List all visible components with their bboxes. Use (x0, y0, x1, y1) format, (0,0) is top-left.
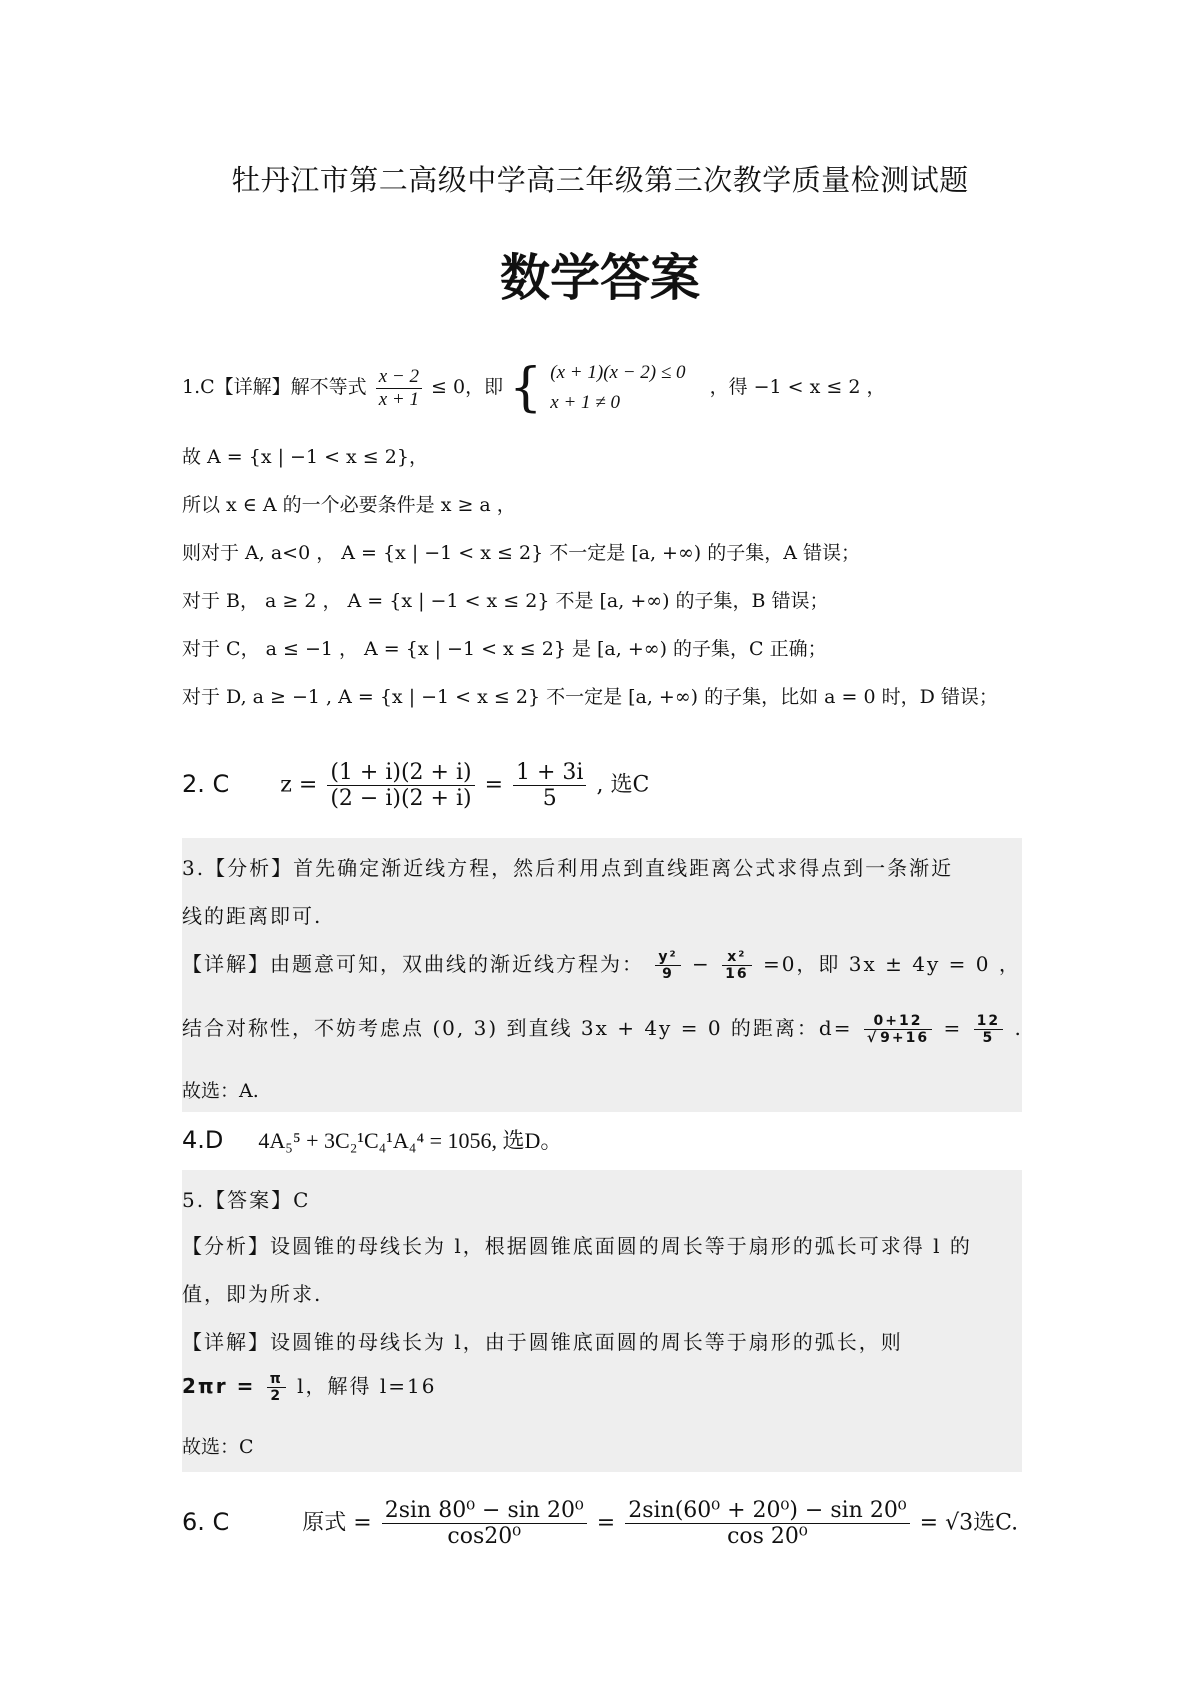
q6-fraction-2: $\frac{\text{2sin(60⁰ + 20⁰) − sin 20⁰}}{\text{cos 20⁰}}$ (625, 1498, 909, 1549)
q1-line6: 对于 C， a ≤ −1 ， A = {x | −1 < x ≤ 2} 是 [a, +∞) 的子集，C 正确； (182, 638, 827, 660)
q5-fraction: $\frac{\pi}{2}$ (267, 1371, 286, 1404)
q1-line5: 对于 B， a ≥ 2 ， A = {x | −1 < x ≤ 2} 不是 [a, +∞) 的子集，B 错误； (182, 590, 829, 612)
q2-fraction-1: $\frac{(1 + i)(2 + i)}{(2 - i)(2 + i)}$ (327, 760, 474, 811)
q2-equals: = (484, 772, 504, 798)
q4-label: 4.D (182, 1126, 224, 1154)
q5-block (182, 1170, 1022, 1472)
q5-line2: 【分析】设圆锥的母线长为 l，根据圆锥底面圆的周长等于扇形的弧长可求得 l 的 (182, 1234, 972, 1258)
q2-label: 2. C (182, 769, 230, 798)
q1-line3: 所以 x ∈ A 的一个必要条件是 x ≥ a ， (182, 494, 516, 516)
q1-result: ，得 −1 < x ≤ 2 ， (709, 376, 886, 398)
q3-line1: 3.【分析】首先确定渐近线方程，然后利用点到直线距离公式求得点到一条渐近 (182, 856, 954, 880)
q6-line: 6. C 原式 = $\frac{\text{2sin 80⁰ − sin 20⁰}}{\text{cos20⁰}}$ = $\frac{\text{2sin(60⁰ + 20⁰) − sin 20⁰}}{\text{cos 20⁰}}$ = √3选C. (182, 1498, 1019, 1549)
q5-line6: 故选：C (182, 1436, 254, 1458)
q2-lhs: z = (280, 772, 318, 798)
q1-line2: 故 A = {x | −1 < x ≤ 2}， (182, 446, 428, 468)
q3-distance-fraction: $\frac{0+12}{√ 9+16}$ (864, 1013, 932, 1046)
q6-tail: = √3选C. (919, 1510, 1019, 1536)
q2-tail: , 选C (596, 772, 650, 798)
q3-result-fraction: $\frac{12}{5}$ (974, 1013, 1003, 1046)
q3-fraction-x: $\frac{\text{x²}}{16}$ (722, 949, 751, 982)
q6-fraction-1: $\frac{\text{2sin 80⁰ − sin 20⁰}}{\text{cos20⁰}}$ (382, 1498, 587, 1549)
q4-expression: 4A₅⁵ + 3C₂¹C₄¹A₄⁴ = 1056, 选D。 (258, 1128, 563, 1153)
q6-label: 6. C (182, 1507, 230, 1536)
q1-system-brace: { (509, 358, 543, 418)
q5-line4: 【详解】设圆锥的母线长为 l，由于圆锥底面圆的周长等于扇形的弧长，则 (182, 1330, 903, 1354)
q4-line (182, 1124, 562, 1155)
q5-line3: 值，即为所求. (182, 1282, 323, 1306)
q1-system: (x + 1)(x − 2) ≤ 0 x + 1 ≠ 0 (550, 362, 686, 413)
q3-line3: 【详解】由题意可知，双曲线的渐近线方程为： $\frac{\text{y²}}{9}$ − $\frac{\text{x²}}{16}$ =0，即 3x ± 4y = 0 ， (182, 949, 1021, 982)
answer-title: 数学答案 (500, 249, 700, 307)
exam-title: 牡丹江市第二高级中学高三年级第三次教学质量检测试题 (231, 163, 969, 197)
q2-line (182, 760, 649, 811)
q5-line1: 5.【答案】C (182, 1188, 311, 1212)
q3-line4: 结合对称性，不妨考虑点 (0, 3) 到直线 3x + 4y = 0 的距离：d= $\frac{0+12}{√ 9+16}$ = $\frac{12}{5}$ . (182, 1013, 1023, 1046)
q2-fraction-2: $\frac{1 + 3i}{5}$ (513, 760, 586, 811)
q1-line7: 对于 D, a ≥ −1 , A = {x | −1 < x ≤ 2} 不一定是 [a, +∞) 的子集，比如 a = 0 时，D 错误； (182, 686, 998, 708)
q5-line5: 2πr = $\frac{\pi}{2}$ l，解得 l=16 (182, 1371, 437, 1404)
q1-after-fraction: ≤ 0，即 (431, 376, 504, 398)
q1-line1 (182, 358, 885, 418)
q1-fraction: $\frac{x - 2}{x + 1}$ (376, 366, 422, 411)
q1-line4: 则对于 A, a<0 ， A = {x | −1 < x ≤ 2} 不一定是 [a, +∞) 的子集，A 错误； (182, 542, 861, 564)
q1-prefix: 1.C【详解】解不等式 (182, 376, 367, 398)
q3-line2: 线的距离即可. (182, 904, 323, 928)
q3-fraction-y: $\frac{\text{y²}}{9}$ (655, 949, 680, 982)
q3-line5: 故选：A. (182, 1080, 259, 1102)
q6-lhs: 原式 = (302, 1510, 372, 1536)
